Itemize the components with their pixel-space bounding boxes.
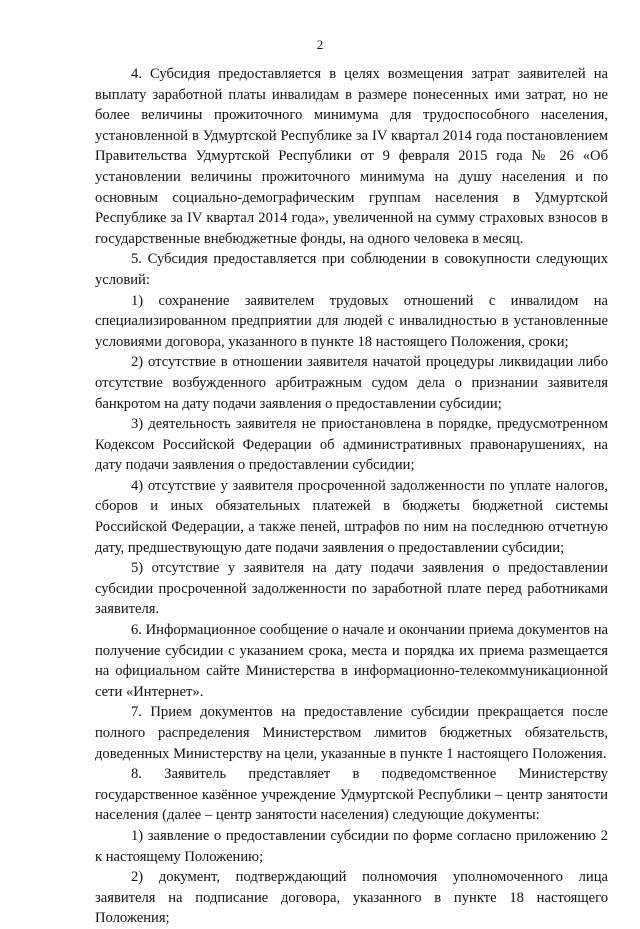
document-item-1: 1) заявление о предоставлении субсидии по форме согласно приложению 2 к настоящему Положению; [95, 827, 608, 865]
paragraph-6: 6. Информационное сообщение о начале и окончании приема документов на получение субсидии с указанием срока, места и порядка их приема размещается на официальном сайте Министерства в информационно-телекоммуникационной сети «Интернет». [95, 622, 608, 700]
condition-1: 1) сохранение заявителем трудовых отношений с инвалидом на специализированном предприятии для людей с инвалидностью в установленные условиями договора, указанного в пункте 18 настоящего Положения, сроки; [95, 292, 608, 350]
page-number: 2 [316, 37, 324, 52]
condition-3: 3) деятельность заявителя не приостановлена в порядке, предусмотренном Кодексом Российской Федерации об административных правонарушениях, на дату подачи заявления о предоставлении субсидии; [95, 416, 608, 474]
condition-4: 4) отсутствие у заявителя просроченной задолженности по уплате налогов, сборов и иных обязательных платежей в бюджеты бюджетной системы Российской Федерации, а также пеней, штрафов по ним на последнюю отчетную дату, предшествующую дате подачи заявления о предоставлении субсидии; [95, 477, 608, 556]
paragraph-5: 5. Субсидия предоставляется при соблюдении в совокупности следующих условий: [95, 251, 608, 288]
paragraph-8: 8. Заявитель представляет в подведомственное Министерству государственное казённое учреждение Удмуртской Республики – центр занятости населения (далее – центр занятости населения) следующие документы: [95, 766, 608, 824]
condition-2: 2) отсутствие в отношении заявителя начатой процедуры ликвидации либо отсутствие возбужденного арбитражным судом дела о признании заявителя банкротом на дату подачи заявления о предоставлении субсидии; [95, 354, 608, 412]
paragraph-7: 7. Прием документов на предоставление субсидии прекращается после полного распределения Министерством лимитов бюджетных обязательств, доведенных Министерству на цели, указанные в пункте 1 настоящего Положения. [95, 704, 608, 762]
paragraph-4: 4. Субсидия предоставляется в целях возмещения затрат заявителей на выплату заработной платы инвалидам в размере понесенных ими затрат, но не более величины прожиточного минимума для трудоспособного населения, установленной в Удмуртской Республике за IV квартал 2014 года постановлением Правительства Удмуртской Республики от 9 февраля 2015 года № 26 «Об установлении величины прожиточного минимума на душу населения и по основным социально-демографическим группам населения в Удмуртской Республике за IV квартал 2014 года», увеличенной на сумму страховых взносов в государственные внебюджетные фонды, на одного человека в месяц. [95, 66, 608, 247]
document-body [95, 64, 608, 929]
document-item-2: 2) документ, подтверждающий полномочия уполномоченного лица заявителя на подписание договора, указанного в пункте 18 настоящего Положения; [95, 869, 608, 927]
condition-5: 5) отсутствие у заявителя на дату подачи заявления о предоставлении субсидии просроченной задолженности по заработной плате перед работниками заявителя. [95, 560, 608, 618]
